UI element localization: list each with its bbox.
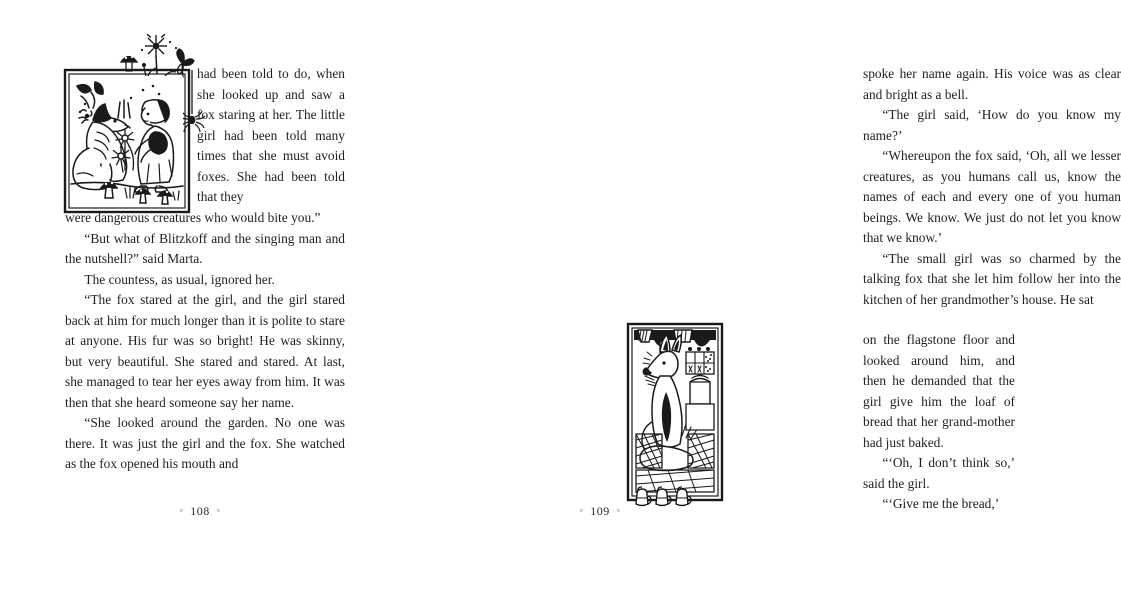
folio-ornament-left-icon: ▫	[179, 506, 184, 515]
folio-left	[0, 504, 400, 519]
folio-ornament-left-icon: ▫	[579, 506, 584, 515]
right-page-wrap-text	[863, 330, 1015, 515]
folio-ornament-right-icon: ▫	[216, 506, 221, 515]
paragraph: “The girl said, ‘How do you know my name?’	[863, 107, 1121, 143]
paragraph: “But what of Blitzkoff and the singing man and the nutshell?” said Marta.	[65, 230, 345, 266]
paragraph: on the flagstone floor and looked around him, and then he demanded that the girl give him the loaf of bread that her grand-mother had just baked.	[863, 332, 1015, 450]
paragraph: “‘Give me the bread,’	[882, 496, 1000, 511]
page-number: 108	[190, 504, 210, 518]
paragraph: were dangerous creatures who would bite you.”	[65, 210, 321, 225]
folio-ornament-right-icon: ▫	[616, 506, 621, 515]
paragraph: “‘Oh, I don’t think so,’ said the girl.	[863, 455, 1015, 491]
paragraph: “The small girl was so charmed by the talking fox that she let him follow her into the kitchen of her grandmother’s house. He sat	[863, 250, 1121, 307]
paragraph: “Whereupon the fox said, ‘Oh, all we lesser creatures, as you humans call us, know the names of each and every one of you human beings. We know. We just do not let you know that we know.’	[863, 148, 1121, 245]
fox-in-kitchen-woodcut	[625, 322, 725, 508]
right-page	[400, 0, 1121, 591]
left-page	[0, 0, 400, 591]
paragraph: The countess, as usual, ignored her.	[84, 271, 275, 287]
page-number: 109	[590, 504, 610, 518]
left-page-wrap-text	[197, 64, 345, 208]
fox-and-girl-woodcut	[52, 28, 202, 216]
paragraph: had been told to do, when she looked up and saw a fox staring at her. The little girl had been told many times that she must avoid foxes. She had been told that they	[197, 66, 345, 204]
left-page-body-text	[65, 208, 345, 475]
folio-right	[400, 504, 800, 519]
paragraph: “She looked around the garden. No one was there. It was just the girl and the fox. She watched as the fox opened his mouth and	[65, 415, 345, 471]
paragraph: spoke her name again. His voice was as clear and bright as a bell.	[863, 66, 1121, 102]
paragraph: “The fox stared at the girl, and the girl stared back at him for much longer than it is polite to stare at anyone. His fur was so bright! He was skinny, but very beautiful. She stared and stared. At last, she managed to tear her eyes away from him. It was then that she heard someone say her name.	[65, 292, 345, 410]
right-page-body-text	[863, 64, 1121, 310]
